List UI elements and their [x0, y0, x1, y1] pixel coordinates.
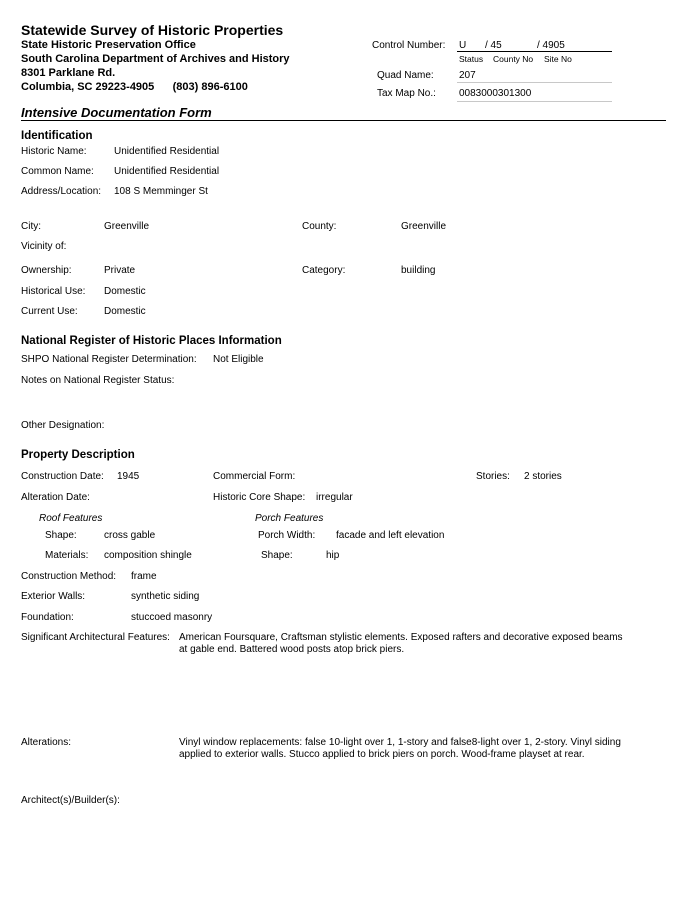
county-label: County:: [302, 221, 337, 232]
roof-materials-value: composition shingle: [104, 550, 192, 561]
historical-use-label: Historical Use:: [21, 286, 86, 297]
current-use-value: Domestic: [104, 306, 146, 317]
common-name-label: Common Name:: [21, 166, 94, 177]
porch-shape-value: hip: [326, 550, 340, 561]
common-name-value: Unidentified Residential: [114, 166, 220, 177]
exterior-walls-value: synthetic siding: [131, 591, 200, 602]
roof-shape-label: Shape:: [45, 530, 77, 541]
control-site-value: / 4905: [537, 40, 565, 51]
category-value: building: [401, 265, 436, 276]
control-status-value: U: [459, 40, 467, 51]
historic-core-value: irregular: [316, 492, 353, 503]
tax-map-value: 0083000301300: [459, 88, 532, 99]
foundation-label: Foundation:: [21, 612, 74, 623]
county-value: Greenville: [401, 221, 447, 232]
identification-heading: Identification: [21, 130, 93, 142]
construction-date-label: Construction Date:: [21, 471, 104, 482]
address-label: Address/Location:: [21, 186, 102, 197]
tax-map-underline: [457, 101, 612, 102]
org-line-street: 8301 Parklane Rd.: [21, 67, 116, 79]
exterior-walls-label: Exterior Walls:: [21, 591, 86, 602]
historic-name-label: Historic Name:: [21, 146, 87, 157]
alterations-label: Alterations:: [21, 737, 72, 748]
current-use-label: Current Use:: [21, 306, 78, 317]
construction-date-value: 1945: [117, 471, 140, 482]
roof-materials-label: Materials:: [45, 550, 89, 561]
foundation-value: stuccoed masonry: [131, 612, 213, 623]
quad-name-label: Quad Name:: [377, 70, 434, 81]
historic-core-label: Historic Core Shape:: [213, 492, 306, 503]
control-number-underline: [457, 51, 612, 52]
alteration-date-label: Alteration Date:: [21, 492, 90, 503]
city-value: Greenville: [104, 221, 150, 232]
significant-features-value: American Foursquare, Craftsman stylistic elements. Exposed rafters and decorative exposed beams at gable end. Battered wood posts atop brick piers.: [179, 632, 623, 655]
construction-method-label: Construction Method:: [21, 571, 117, 582]
porch-features-heading: Porch Features: [255, 513, 324, 524]
site-no-caption: Site No: [544, 54, 572, 64]
other-designation-label: Other Designation:: [21, 420, 105, 431]
porch-width-value: facade and left elevation: [336, 530, 445, 541]
nr-determination-value: Not Eligible: [213, 354, 264, 365]
national-register-heading: National Register of Historic Places Information: [21, 335, 282, 347]
form-title-rule: [21, 120, 666, 121]
historic-name-value: Unidentified Residential: [114, 146, 220, 157]
city-label: City:: [21, 221, 41, 232]
category-label: Category:: [302, 265, 346, 276]
county-no-caption: County No: [493, 54, 534, 64]
ownership-label: Ownership:: [21, 265, 72, 276]
org-line-city-phone: Columbia, SC 29223-4905 (803) 896-6100: [21, 81, 248, 93]
address-value: 108 S Memminger St: [114, 186, 208, 197]
significant-features-label: Significant Architectural Features:: [21, 632, 170, 643]
control-county-value: / 45: [485, 40, 502, 51]
quad-name-underline: [457, 82, 612, 83]
architect-builder-label: Architect(s)/Builder(s):: [21, 795, 120, 806]
ownership-value: Private: [104, 265, 136, 276]
quad-name-value: 207: [459, 70, 476, 81]
roof-features-heading: Roof Features: [39, 513, 103, 524]
roof-shape-value: cross gable: [104, 530, 156, 541]
porch-width-label: Porch Width:: [258, 530, 316, 541]
historical-use-value: Domestic: [104, 286, 146, 297]
nr-notes-label: Notes on National Register Status:: [21, 375, 175, 386]
survey-title: Statewide Survey of Historic Properties: [21, 22, 284, 38]
form-title: Intensive Documentation Form: [21, 105, 212, 120]
tax-map-label: Tax Map No.:: [377, 88, 436, 99]
stories-value: 2 stories: [524, 471, 562, 482]
porch-shape-label: Shape:: [261, 550, 293, 561]
nr-determination-label: SHPO National Register Determination:: [21, 354, 197, 365]
construction-method-value: frame: [131, 571, 157, 582]
control-number-label: Control Number:: [372, 40, 446, 51]
vicinity-label: Vicinity of:: [21, 241, 67, 252]
commercial-form-label: Commercial Form:: [213, 471, 296, 482]
alterations-value: Vinyl window replacements: false 10-light over 1, 1-story and false8-light over 1, 2-story. Vinyl siding applied to exterior walls. Stucco applied to brick piers on porch. Wood-frame playset at rear.: [179, 737, 621, 760]
stories-label: Stories:: [476, 471, 510, 482]
org-line-department: South Carolina Department of Archives and History: [21, 53, 290, 65]
status-caption: Status: [459, 54, 484, 64]
org-line-office: State Historic Preservation Office: [21, 39, 196, 51]
property-description-heading: Property Description: [21, 449, 135, 461]
